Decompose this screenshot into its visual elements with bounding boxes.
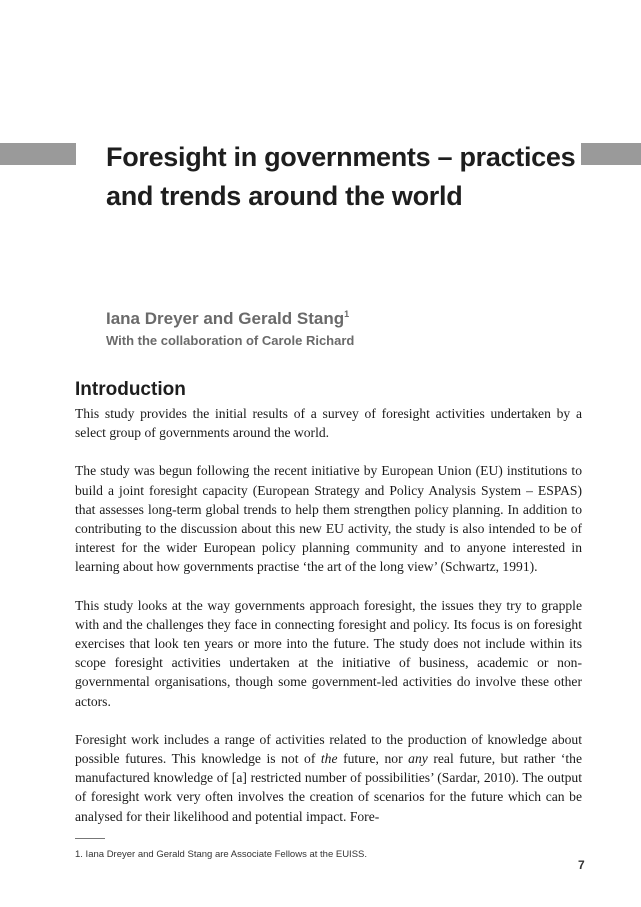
decorative-bar-right <box>581 143 641 165</box>
page-number: 7 <box>578 858 585 872</box>
paragraph-1: This study provides the initial results of a survey of foresight activities undertaken by a select group of governments around the world. <box>75 406 582 441</box>
paragraph-2: The study was begun following the recent initiative by European Union (EU) institutions to build a joint foresight capacity (European Strategy and Policy Analysis System – ESPAS) that assesses long-term global trends to help them strengthen policy planning. In addition to contributing to the discussion about this new EU activity, the study is also intended to be of interest for the wider European policy planning community and to anyone interested in learning about how governments practise ‘the art of the long view’ (Schwartz, 1991). <box>75 463 582 575</box>
paragraph-4-part-3: real future, but rather ‘the manufactured knowledge of [a] restricted number of possibilities’ (Sardar, 2010). The output of foresight work very often involves the creation of scenarios for the future which can be analysed for their likelihood and potential impact. Fore- <box>75 751 582 824</box>
body-text <box>75 404 582 845</box>
collaboration-line: With the collaboration of Carole Richard <box>106 333 355 348</box>
author-names <box>106 309 349 329</box>
paragraph-4-emphasis-2: any <box>408 751 428 767</box>
paragraph-4 <box>75 730 582 826</box>
paragraph-3: This study looks at the way governments approach foresight, the issues they try to grapple with and the challenges they face in connecting foresight and policy. Its focus is on foresight exercises that look ten years or more into the future. The study does not include within its scope foresight activities undertaken at the initiative of business, academic or non-governmental organisations, though some government-led activities do involve these other actors. <box>75 597 582 709</box>
page-title: Foresight in governments – practices and trends around the world <box>106 142 576 211</box>
footnote: 1. Iana Dreyer and Gerald Stang are Associate Fellows at the EUISS. <box>75 849 368 860</box>
decorative-bar-left <box>0 143 76 165</box>
paragraph-4-part-2: future, nor <box>337 751 409 767</box>
footnote-divider <box>75 838 105 839</box>
section-heading-introduction: Introduction <box>75 379 186 400</box>
paragraph-4-emphasis-1: the <box>320 751 338 767</box>
paragraph-4-part-1: Foresight work includes a range of activities related to the production of knowledge about possible futures. This knowledge is not of <box>75 731 582 767</box>
footnote-marker: 1 <box>344 309 350 319</box>
author-names-text: Iana Dreyer and Gerald Stang <box>106 309 345 328</box>
